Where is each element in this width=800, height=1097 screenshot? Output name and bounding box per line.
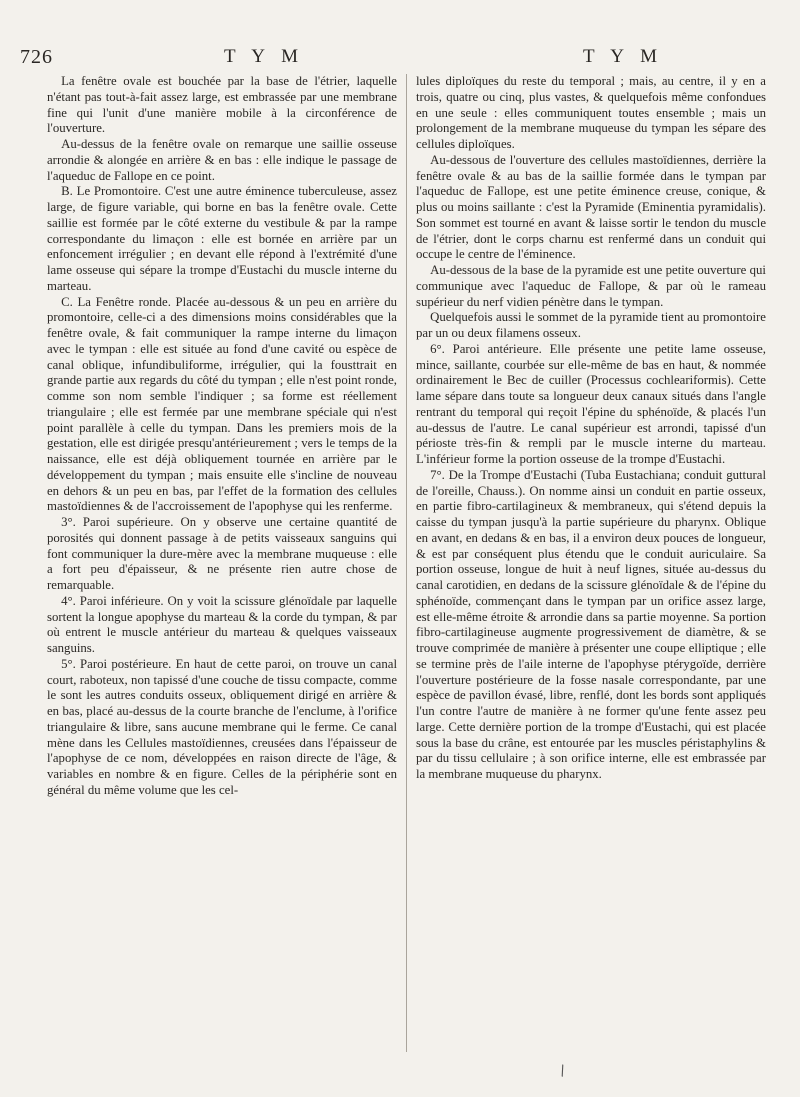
paragraph: Au-dessous de la base de la pyramide est une petite ouverture qui communique avec l'aqueduc de Fallope, & par où le rameau supérieur du nerf vidien pénètre dans le tympan. (416, 263, 766, 309)
page-number: 726 (20, 46, 53, 68)
running-header (0, 40, 800, 70)
running-title-left: T Y M (224, 46, 304, 67)
left-column (47, 74, 397, 799)
paragraph: La fenêtre ovale est bouchée par la base de l'étrier, laquelle n'étant pas tout-à-fait assez large, est embrassée par une membrane fine qui l'unit d'une manière mobile à la circonférence de l'ouverture. (47, 74, 397, 136)
paragraph: B. Le Promontoire. C'est une autre éminence tuberculeuse, assez large, de figure variable, qui borne en bas la fenêtre ovale. Cette saillie est formée par le côté externe du vestibule & par la rampe correspondante du limaçon : elle est bornée en arrière par un enfoncement irrégulier ; en devant elle répond à l'extrémité d'une lame osseuse qui sépare la trompe d'Eustachi du muscle interne du marteau. (47, 184, 397, 293)
paragraph: Au-dessus de la fenêtre ovale on remarque une saillie osseuse arrondie & alongée en arrière & en bas : elle indique le passage de l'aqueduc de Fallope en ce point. (47, 137, 397, 183)
paragraph: lules diploïques du reste du temporal ; mais, au centre, il y en a trois, quatre ou cinq, plus vastes, & quelquefois même confondues en une seule : elles communiquent toutes ensemble ; mais un prolongement de la membrane muqueuse du tympan les sépare des cellules diploïques. (416, 74, 766, 151)
paragraph: 6°. Paroi antérieure. Elle présente une petite lame osseuse, mince, saillante, courbée sur elle-même de bas en haut, & nommée ordinairement le Bec de cuiller (Processus cochleariformis). Cette lame sépare dans toute sa longueur deux canaux situés dans l'angle rentrant du temporal qui reçoit l'épine du sphénoïde, & placés l'un au-dessus de l'autre. Le canal supérieur est arrondi, tapissé d'un périoste très-fin & rempli par le muscle interne du marteau. L'inférieur forme la portion osseuse de la trompe d'Eustachi. (416, 341, 766, 466)
paragraph: Au-dessous de l'ouverture des cellules mastoïdiennes, derrière la fenêtre ovale & au bas de la saillie formée dans le tympan par l'aqueduc de Fallope, est une petite éminence creuse, conique, & plus ou moins saillante : c'est la Pyramide (Eminentia pyramidalis). Son sommet est tourné en avant & laisse sortir le tendon du muscle de l'étrier, dont le corps charnu est renfermé dans un conduit qui occupe le centre de l'éminence. (416, 152, 766, 262)
paragraph: 4°. Paroi inférieure. On y voit la scissure glénoïdale par laquelle sortent la longue apophyse du marteau & la corde du tympan, & par où entrent le muscle antérieur du marteau & quelques vaisseaux sanguins. (47, 593, 397, 655)
column-divider (406, 74, 407, 1052)
paragraph: Quelquefois aussi le sommet de la pyramide tient au promontoire par un ou deux filamens osseux. (416, 310, 766, 340)
paragraph: 5°. Paroi postérieure. En haut de cette paroi, on trouve un canal court, raboteux, non tapissé d'une couche de tissu compacte, comme le sont les autres conduits osseux, obliquement dirigé en arrière & en bas, placé au-dessus de la courte branche de l'enclume, à l'orifice triangulaire & libre, sans aucune membrane qui le ferme. Ce canal mène dans les Cellules mastoïdiennes, creusées dans l'épaisseur de l'apophyse de ce nom, développées en raison directe de l'âge, & variables en nombre & en figure. Celles de la périphérie sont en général du même volume que les cel- (47, 656, 397, 797)
paragraph: C. La Fenêtre ronde. Placée au-dessous & un peu en arrière du promontoire, celle-ci a des dimensions moins considérables que la fenêtre ovale, & fait communiquer la rampe interne du limaçon avec le tympan : elle est située au fond d'une cavité ou espèce de canal oblique, infundibuliforme, irrégulier, qui la fousttrait en grande partie aux regards du côté du tympan ; elle n'est point ronde, comme son nom semble l'indiquer ; sa forme est réellement triangulaire ; elle est fermée par une membrane spéciale qui n'est point parallèle à celle du tympan. Dans les premiers mois de la gestation, elle est dirigée presqu'antérieurement ; vers le temps de la naissance, elle est déjà obliquement tournée en arrière par le développement du tympan ; mais ensuite elle s'incline de nouveau en dehors & un peu en bas, par l'effet de la formation des cellules mastoïdiennes & de l'accroissement de l'apophyse qui les renferme. (47, 294, 397, 514)
right-column (416, 74, 766, 783)
stray-mark: \ (557, 1062, 568, 1080)
paragraph: 3°. Paroi supérieure. On y observe une certaine quantité de porosités qui donnent passage à de petits vaisseaux sanguins qui font communiquer la dure-mère avec la membrane muqueuse : elle a fort peu d'épaisseur, & ne présente rien autre chose de remarquable. (47, 515, 397, 592)
paragraph: 7°. De la Trompe d'Eustachi (Tuba Eustachiana; conduit guttural de l'oreille, Chauss.). On nomme ainsi un conduit en partie osseux, en partie fibro-cartilagineux & membraneux, qui s'étend depuis la caisse du tympan jusqu'à la partie supérieure du pharynx. Oblique en avant, en dedans & en bas, il a environ deux pouces de longueur, & est par conséquent plus étendu que le conduit auriculaire. Sa portion osseuse, longue de huit à neuf lignes, située au-dessus du canal carotidien, en dedans de la scissure glénoïdale & de l'épine du sphénoïde, commençant dans le tympan par un orifice assez large, est elle-même étroite & arrondie dans sa partie moyenne. Sa portion fibro-cartilagineuse augmente progressivement de diamètre, & se trouve comprimée de manière à présenter une coupe elliptique ; elle se termine près de l'aile interne de l'apophyse ptérygoïde, derrière l'ouverture postérieure de la fosse nasale correspondante, par une espèce de pavillon évasé, libre, renflé, dont les bords sont appliqués l'un contre l'autre de manière à ne former qu'une fente assez peu large. Cette dernière portion de la trompe d'Eustachi, qui est placée sous la base du crâne, est entourée par les muscles péristaphylins & par du tissu cellulaire ; à son orifice interne, elle est embrassée par la membrane muqueuse du pharynx. (416, 467, 766, 781)
running-title-right: T Y M (583, 46, 663, 67)
